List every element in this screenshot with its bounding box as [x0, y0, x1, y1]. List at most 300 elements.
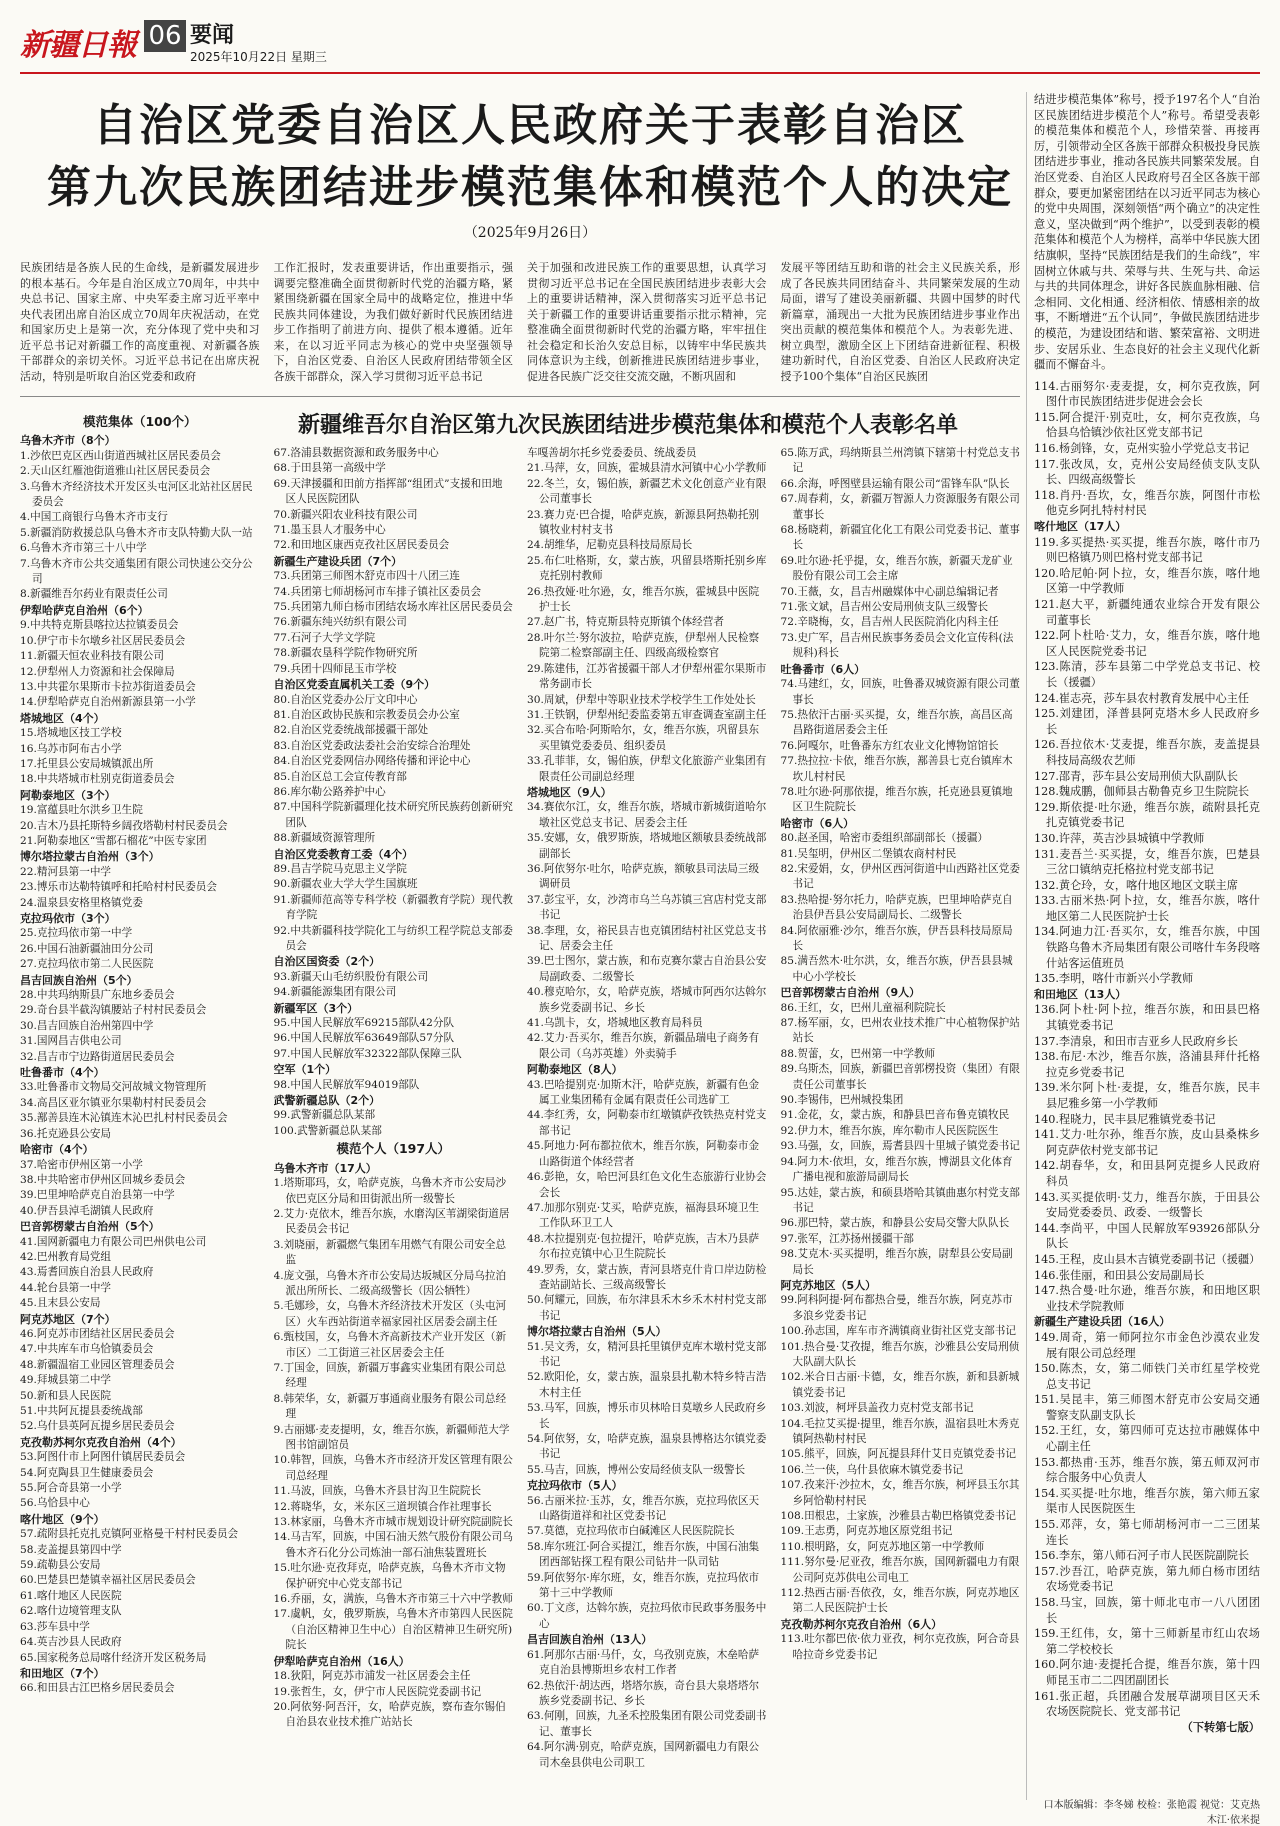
list-item: 22.精河县第一中学 [20, 865, 112, 878]
list-item: 156.李东，第八师石河子市人民医院副院长 [1034, 1549, 1250, 1563]
list-item: 90.新疆农业大学大学生国旗班 [273, 878, 418, 891]
list-item: 105.熊平，回族，阿瓦提县拜什艾日克镇党委书记 [780, 1448, 1016, 1461]
list-item: 23.赛力克·巴合提，哈萨克族，新源县阿热勒托别镇牧业村村支书 [527, 508, 760, 537]
honor-list [20, 412, 1020, 1800]
list-item: 27.赵广书，特克斯县特克斯镇个体经营者 [527, 616, 724, 629]
list-item: 3.刘晓丽，新疆燃气集团车用燃气有限公司安全总监 [273, 1238, 507, 1267]
list-item: 58.麦盖提县第四中学 [20, 1543, 122, 1556]
honor-list-column-3 [527, 412, 767, 1800]
list-item: 54.阿克陶县卫生健康委员会 [20, 1466, 154, 1479]
list-item: 94.阿力木·依坦，女，维吾尔族，博湖县文化体育广播电视和旅游局副局长 [780, 1155, 1013, 1184]
intro-column: 工作汇报时，发表重要讲话，作出重要指示，强调要完整准确全面贯彻新时代党的治疆方略，紧紧围绕新疆在国家全局中的战略定位，推进中华民族共同体建设，为我们做好新时代民族团结进步工作指明了前进方向、提供了根本遵循。近年来，在以习近平同志为核心的党中央坚强领导下，自治区党委、自治区人民政府团结带领全区各族干部群众，深入学习贯彻习近平总书记 [273, 261, 513, 383]
list-item: 53.马军，回族，博乐市贝林哈日莫墩乡人民政府乡长 [527, 1402, 767, 1430]
individual-heading: 模范个人（197人） [336, 1141, 451, 1157]
region-heading: 和田地区（7个） [20, 1666, 105, 1680]
list-item: 74.兵团第七师胡杨河市车排子镇社区委员会 [273, 585, 482, 598]
list-item: 124.崔志亮，莎车县农村教育发展中心主任 [1034, 691, 1250, 705]
list-item: 15.吐尔逊·克孜拜克，哈萨克族，乌鲁木齐市文物保护研究中心党支部书记 [273, 1562, 506, 1590]
list-item: 车嘎善胡尔托乡党委委员、统战委员 [527, 447, 697, 459]
column-entries [527, 446, 767, 1771]
list-item: 32.买合布哈·阿斯哈尔，女，维吾尔族，巩留县东买里镇党委委员、组织委员 [527, 724, 760, 752]
list-item: 34.赛依尔江，女，维吾尔族，塔城市新城街道哈尔墩社区党总支书记、居委会主任 [527, 801, 767, 829]
list-item: 71.墨玉县人才服务中心 [273, 524, 386, 537]
list-item: 21.阿勒泰地区“雪都石榴花”中医专家团 [20, 834, 207, 847]
list-item: 30.周斌，伊犁中等职业技术学校学生工作处处长 [527, 693, 756, 706]
sidebar-divider [1026, 92, 1027, 1800]
intro-column: 发展平等团结互助和谐的社会主义民族关系，形成了各民族共同团结奋斗、共同繁荣发展的生动局面，谱写了建设美丽新疆、共圆中国梦的时代新篇章，涌现出一大批为民族团结进步事业作出突出贡献的模范集体和模范个人。为表彰先进、树立典型，激励全区上下团结奋进新征程、积极建功新时代，自治区党委、自治区人民政府决定授予100个集体“自治区民族团 [780, 261, 1020, 383]
list-item: 119.多买提热·买买提，维吾尔族，喀什市乃则巴格镇乃则巴格村党支部书记 [1034, 535, 1260, 565]
list-item: 95.中国人民解放军69215部队42分队 [273, 1017, 455, 1030]
region-heading: 克拉玛依市（5人） [527, 1479, 623, 1493]
list-item: 66.余海，呼图壁县运输有限公司“雷锋车队”队长 [780, 477, 1010, 490]
region-heading: 空军（1个） [273, 1063, 337, 1077]
continued-note: （下转第七版） [1181, 1719, 1260, 1734]
list-item: 98.中国人民解放军94019部队 [273, 1078, 420, 1091]
list-item: 56.古丽米拉·玉苏，女，维吾尔族，克拉玛依区天山路街道祥和社区党委书记 [527, 1494, 760, 1523]
list-item: 32.昌吉市宁边路街道居民委员会 [20, 1050, 175, 1063]
list-item: 15.塔城地区技工学校 [20, 727, 122, 740]
list-item: 120.哈尼帕·阿卜拉，女，维吾尔族，喀什地区第一中学教师 [1034, 566, 1260, 596]
list-item: 40.穆克哈尔，女，哈萨克族，塔城市阿西尔达斡尔族乡党委副书记、乡长 [527, 986, 767, 1014]
list-item: 113.吐尔都巴依·依力亚孜，柯尔克孜族，阿合奇县哈拉奇乡党委书记 [780, 1633, 1020, 1661]
intro-divider [20, 396, 1020, 397]
list-item: 125.刘建团，泽普县阿克塔木乡人民政府乡长 [1034, 707, 1260, 736]
list-item: 55.马吉，回族，博州公安局经侦支队一级警长 [527, 1463, 746, 1476]
list-item: 89.昌吉学院马克思主义学院 [273, 862, 407, 875]
list-item: 60.丁文彦，达斡尔族，克拉玛依市民政事务服务中心 [527, 1602, 767, 1630]
list-item: 73.兵团第三师图木舒克市四十八团三连 [273, 570, 460, 583]
list-item: 49.罗秀，女，蒙古族，青河县塔克什肯口岸边防检查站副站长、三级高级警长 [527, 1263, 767, 1291]
list-item: 50.新和县人民医院 [20, 1389, 112, 1402]
list-item: 111.努尔曼·尼亚孜，维吾尔族，国网新疆电力有限公司阿克苏供电公司电工 [780, 1556, 1020, 1584]
list-item: 8.韩荣华，女，新疆万事通商业服务有限公司总经理 [273, 1392, 507, 1421]
list-item: 67.洛浦县数据资源和政务服务中心 [273, 447, 439, 459]
list-item: 108.田根忠，土家族，沙雅县古勒巴格镇党委书记 [780, 1510, 1016, 1523]
list-item: 51.吴文秀，女，精河县托里镇伊克库木墩村党支部书记 [527, 1340, 767, 1368]
list-item: 4.庞文强，乌鲁木齐市公安局达坂城区分局乌拉泊派出所所长、二级高级警长（因公牺牲） [273, 1269, 507, 1297]
region-heading: 吐鲁番市（4个） [20, 1066, 105, 1080]
list-item: 48.木拉提别克·包拉提汗，哈萨克族，吉木乃县萨尔布拉克镇中心卫生院院长 [527, 1232, 760, 1261]
list-item: 39.巴士图尔，蒙古族，和布克赛尔蒙古自治县公安局副政委、二级警长 [527, 955, 767, 983]
list-item: 57.疏附县托克扎克镇阿亚格曼干村村民委员会 [20, 1528, 239, 1541]
list-item: 46.阿克苏市团结社区居民委员会 [20, 1327, 175, 1340]
region-heading: 巴音郭楞蒙古自治州（5个） [20, 1220, 160, 1234]
region-heading: 博尔塔拉蒙古自治州（5人） [527, 1325, 667, 1339]
list-item: 159.王红伟，女，第十三师新星市红山农场第二学校校长 [1034, 1627, 1260, 1656]
list-item: 99.武警新疆总队某部 [273, 1109, 376, 1122]
headline [40, 95, 1020, 219]
list-item: 106.兰一侠，乌什县依麻木镇党委书记 [780, 1463, 963, 1476]
list-item: 39.巴里坤哈萨克自治县第一中学 [20, 1189, 175, 1202]
list-item: 135.李明，喀什市新兴小学教师 [1034, 972, 1194, 986]
list-item: 20.吉木乃县托斯特乡阔孜塔勒村村民委员会 [20, 819, 228, 832]
region-heading: 自治区国资委（2个） [273, 955, 381, 969]
list-item: 69.吐尔逊·托乎提，女，维吾尔族，新疆天龙矿业股份有限公司工会主席 [780, 554, 1013, 583]
region-heading: 塔城地区（4个） [20, 711, 105, 725]
list-item: 61.喀什地区人民医院 [20, 1589, 122, 1602]
list-item: 26.热孜娅·吐尔逊，女，维吾尔族，霍城县中医院护士长 [527, 585, 760, 614]
list-item: 30.昌吉回族自治州第四中学 [20, 1019, 154, 1032]
list-item: 144.李尚平，中国人民解放军93926部队分队长 [1034, 1221, 1260, 1251]
list-item: 154.买买提·吐尔地，维吾尔族，第六师五家渠市人民医院医生 [1034, 1486, 1260, 1516]
list-item: 52.乌什县英阿瓦提乡居民委员会 [20, 1420, 175, 1433]
list-item: 57.莫德，克拉玛依市白碱滩区人民医院院长 [527, 1525, 735, 1538]
list-item: 28.中共玛纳斯县广东地乡委员会 [20, 989, 175, 1002]
list-item: 11.新疆天恒农业科技有限公司 [20, 650, 164, 663]
list-item: 50.何耀元，回族，布尔津县禾木乡禾木村村党支部书记 [527, 1294, 767, 1322]
list-item: 77.石河子大学文学院 [273, 631, 376, 644]
list-item: 94.新疆能源集团有限公司 [273, 986, 397, 999]
list-item: 93.新疆天山毛纺织股份有限公司 [273, 970, 429, 983]
list-item: 122.阿卜杜哈·艾力，女，维吾尔族，喀什地区人民医院党委书记 [1034, 629, 1260, 658]
headline-line-1: 自治区党委自治区人民政府关于表彰自治区 [93, 100, 967, 151]
list-item: 21.马萍，女，回族，霍城县清水河镇中心小学教师 [527, 462, 767, 475]
list-item: 2.艾力·克依木，维吾尔族，水磨沟区苇湖梁街道居民委员会书记 [273, 1207, 510, 1236]
list-item: 103.刘波，柯坪县盖孜力克村党支部书记 [780, 1402, 974, 1415]
region-heading: 和田地区（13人） [1034, 987, 1127, 1001]
list-item: 72.辛晓梅，女，昌吉州人民医院消化内科主任 [780, 616, 999, 629]
list-item: 114.古丽努尔·麦麦提，女，柯尔克孜族，阿图什市民族团结进步促进会会长 [1034, 379, 1260, 409]
list-item: 41.乌凯卡，女，塔城地区教育局科员 [527, 1017, 703, 1030]
list-item: 88.贺蕾，女，巴州第一中学教师 [780, 1047, 936, 1060]
region-heading: 克孜勒苏柯尔克孜自治州（6人） [780, 1617, 943, 1631]
masthead-rule [20, 72, 1260, 74]
list-item: 90.李锡伟，巴州城投集团 [780, 1094, 904, 1107]
list-item: 4.中国工商银行乌鲁木齐市支行 [20, 511, 168, 524]
list-item: 65.陈万武，玛纳斯县兰州湾镇下辖第十村党总支书记 [780, 447, 1020, 475]
collective-heading: 模范集体（100个） [82, 414, 197, 429]
region-heading: 伊犁哈萨克自治州（16人） [273, 1654, 410, 1668]
region-heading: 伊犁哈萨克自治州（6个） [20, 603, 149, 617]
list-item: 45.阿地力·阿布都拉依木，维吾尔族，阿勒泰市金山路街道个体经营者 [527, 1140, 760, 1168]
list-item: 69.天津援疆和田前方指挥部“组团式”支援和田地区人民医院团队 [273, 477, 503, 506]
list-item: 46.彭艳，女，哈巴河县红色文化生态旅游行业协会会长 [527, 1171, 767, 1199]
list-item: 77.热拉拉·卡依，维吾尔族，鄯善县七克台镇库木坎儿村村民 [780, 755, 1013, 783]
list-item: 126.吾拉依木·艾麦提，维吾尔族，麦盖提县科技局高级农艺师 [1034, 738, 1260, 767]
list-item: 75.热依汗古丽·买买提，女，维吾尔族，高昌区高昌路街道居委会主任 [780, 708, 1013, 737]
list-item: 44.李红秀，女，阿勒泰市红墩镇萨孜铁热克村党支部书记 [527, 1109, 767, 1137]
list-item: 96.那巴特，蒙古族，和静县公安局交警大队队长 [780, 1217, 1010, 1230]
region-heading: 自治区党委直属机关工委（9个） [273, 678, 436, 692]
list-item: 86.王红，女，巴州儿童福利院院长 [780, 1001, 946, 1014]
list-item: 80.赵圣国，哈密市委组织部副部长（援疆） [780, 832, 989, 845]
list-item: 29.奇台县半截沟镇腰站子村村民委员会 [20, 1004, 207, 1017]
region-heading: 昌吉回族自治州（5个） [20, 973, 138, 987]
region-heading: 阿勒泰地区（8人） [527, 1063, 623, 1077]
list-item: 85.自治区总工会宣传教育部 [273, 770, 407, 783]
list-item: 121.赵大平，新疆纯通农业综合开发有限公司董事长 [1034, 598, 1260, 627]
list-item: 149.周奇，第一师阿拉尔市金色沙漠农业发展有限公司总经理 [1034, 1330, 1260, 1360]
list-item: 45.且末县公安局 [20, 1297, 101, 1310]
list-item: 84.自治区党委网信办网络传播和评论中心 [273, 755, 471, 768]
list-item: 145.王程，皮山县木吉镇党委副书记（援疆） [1034, 1252, 1260, 1266]
list-item: 70.王薇，女，昌吉州融媒体中心副总编辑记者 [780, 585, 999, 598]
list-item: 49.拜城县第二中学 [20, 1374, 112, 1387]
list-item: 42.艾力·吾买尔，维吾尔族，新疆品瑞电子商务有限公司（乌苏英雄）外卖骑手 [527, 1032, 760, 1060]
list-item: 20.阿依努·阿吾汗，女，哈萨克族，察布查尔锡伯自治县农业技术推广站站长 [273, 1700, 506, 1729]
list-item: 140.程晓力，民丰县尼雅镇党委书记 [1034, 1112, 1216, 1126]
list-item: 147.热合曼·吐尔逊，维吾尔族，和田地区职业技术学院教师 [1034, 1284, 1260, 1313]
list-item: 64.阿尔满·别克，哈萨克族，国网新疆电力有限公司木垒县供电公司职工 [527, 1741, 760, 1769]
list-item: 83.自治区党委政法委社会治安综合治理处 [273, 739, 471, 752]
list-item: 153.都热甫·玉苏，维吾尔族，第五师双河市综合服务中心负责人 [1034, 1455, 1260, 1485]
region-heading: 阿克苏地区（5人） [780, 1278, 877, 1292]
list-item: 117.张改凤，女，克州公安局经侦支队支队长、四级高级警长 [1034, 457, 1260, 487]
list-item: 142.胡春华，女，和田县阿克提乡人民政府科员 [1034, 1159, 1260, 1188]
list-item: 53.阿图什市上阿图什镇居民委员会 [20, 1451, 186, 1464]
list-item: 115.阿合提汗·别克吐，女，柯尔克孜族，乌恰县乌恰镇沙依社区党支部书记 [1034, 410, 1260, 440]
list-item: 109.王志勇，阿克苏地区原党组书记 [780, 1525, 953, 1538]
list-item: 137.李清泉，和田市吉亚乡人民政府乡长 [1034, 1034, 1238, 1048]
list-item: 139.米尔阿卜杜·麦提，女，维吾尔族，民丰县尼雅乡第一小学教师 [1034, 1081, 1260, 1110]
region-heading: 克孜勒苏柯尔克孜自治州（4个） [20, 1435, 182, 1449]
newspaper-logo: 新疆日報 [20, 28, 136, 63]
list-item: 65.国家税务总局喀什经济开发区税务局 [20, 1651, 207, 1664]
list-item: 47.加那尔别克·艾买，哈萨克族，福海县环境卫生工作队环卫工人 [527, 1201, 760, 1230]
list-item: 9.中共特克斯县喀拉达拉镇委员会 [20, 619, 179, 632]
list-item: 13.中共霍尔果斯市卡拉苏街道委员会 [20, 680, 196, 693]
list-item: 128.魏成鹏，伽师县古勒鲁克乡卫生院院长 [1034, 785, 1250, 799]
column-entries [274, 446, 514, 1731]
list-item: 36.托克逊县公安局 [20, 1127, 112, 1140]
list-item: 78.新疆农垦科学院作物研究所 [273, 647, 418, 660]
column-entries [20, 433, 260, 1696]
sidebar-text: 结进步模范集体”称号，授予197名个人“自治区民族团结进步模范个人”称号。希望受表彰的模范集体和模范个人，珍惜荣誉、再接再厉，引领带动全区各族干部群众积极投身民族团结进步事业，推动各民族共同繁荣发展。自治区党委、自治区人民政府号召全区各族干部群众，要更加紧密团结在以习近平同志为核心的党中央周围，深刻领悟“两个确立”的决定性意义，坚决做到“两个维护”，以受到表彰的模范集体和模范个人为榜样，高举中华民族大团结旗帜，坚持“民族团结是我们的生命线”，牢固树立休戚与共、荣辱与共、生死与共、命运与共的共同体理念，讲好各民族血脉相融、信念相同、文化相通、经济相依、情感相亲的故事，不断增进“五个认同”，争做民族团结进步的模范，为建设团结和谐、繁荣富裕、文明进步、安居乐业、生态良好的社会主义现代化新疆而不懈奋斗。 [1034, 93, 1260, 372]
list-item: 81.吴玺明，伊州区二堡镇农商村村民 [780, 847, 957, 860]
region-heading: 新疆生产建设兵团（7个） [273, 554, 403, 568]
list-item: 17.虞帆，女，俄罗斯族，乌鲁木齐市第四人民医院（自治区精神卫生中心）自治区精神卫生研究所)院长 [273, 1608, 513, 1652]
region-heading: 新疆军区（3个） [273, 1001, 359, 1015]
list-item: 37.彭宝平，女，沙湾市乌兰乌苏镇三宫店村党支部书记 [527, 893, 767, 922]
list-item: 35.安娜，女，俄罗斯族，塔城地区额敏县委统战部副部长 [527, 832, 767, 860]
list-item: 102.米合日古丽·卡德，女，维吾尔族，新和县新城镇党委书记 [780, 1371, 1020, 1399]
list-item: 92.中共新疆科技学院化工与纺织工程学院总支部委员会 [273, 924, 513, 952]
list-item: 16.乌苏市阿布古小学 [20, 742, 122, 755]
list-item: 18.中共塔城市杜别克街道委员会 [20, 773, 175, 786]
list-item: 87.中国科学院新疆理化技术研究所民族药创新研究团队 [273, 801, 513, 829]
region-heading: 博尔塔拉蒙古自治州（3个） [20, 850, 160, 864]
list-item: 40.伊吾县淖毛湖镇人民政府 [20, 1204, 154, 1217]
list-item: 36.阿依努尔·吐尔，哈萨克族，额敏县司法局三级调研员 [527, 862, 760, 891]
list-item: 24.胡维华，尼勒克县科技局原局长 [527, 539, 693, 552]
region-heading: 哈密市（4个） [20, 1143, 94, 1157]
list-item: 152.王红，女，第四师可克达拉市融媒体中心副主任 [1034, 1424, 1260, 1454]
list-item: 38.中共哈密市伊州区回城乡委员会 [20, 1173, 186, 1186]
list-item: 141.艾力·吐尔孙，维吾尔族，皮山县桑株乡阿克萨依村党支部书记 [1034, 1128, 1260, 1157]
list-item: 3.乌鲁木齐经济技术开发区头屯河区北站社区居民委员会 [20, 480, 253, 509]
list-item: 82.宋爱娟，女，伊州区西河街道中山西路社区党委书记 [780, 862, 1020, 891]
list-item: 150.陈杰，女，第二师铁门关市红星学校党总支书记 [1034, 1362, 1260, 1391]
list-item: 87.杨军丽，女，巴州农业技术推广中心植物保护站站长 [780, 1017, 1020, 1045]
list-item: 82.自治区党委统战部援疆干部处 [273, 724, 429, 737]
masthead [20, 16, 1260, 72]
list-item: 123.陈清，莎车县第二中学党总支书记、校长（援疆） [1034, 660, 1260, 689]
list-item: 81.自治区政协民族和宗教委员会办公室 [273, 708, 460, 721]
list-item: 35.鄯善县连木沁镇连木沁巴扎村村民委员会 [20, 1112, 228, 1125]
list-item: 155.邓萍，女，第七师胡杨河市一二三团某连长 [1034, 1518, 1260, 1547]
list-item: 138.布尼·木沙，维吾尔族，洛浦县拜什托格拉克乡党委书记 [1034, 1050, 1260, 1079]
list-item: 43.巴哈提别克·加斯木汗，哈萨克族，新疆有色金属工业集团稀有金属有限责任公司选矿工 [527, 1078, 760, 1107]
intro-column: 关于加强和改进民族工作的重要思想，认真学习贯彻习近平总书记在全国民族团结进步表彰大会上的重要讲话精神，深入贯彻落实习近平总书记关于新疆工作的重要讲话重要指示批示精神，完整准确全面贯彻新时代党的治疆方略，牢牢扭住社会稳定和长治久安总目标，以铸牢中华民族共同体意识为主线，创新推进民族团结进步事业，促进各民族广泛交往交流交融，不断巩固和 [527, 261, 767, 383]
list-item: 76.新疆东纯兴纺织有限公司 [273, 616, 407, 629]
list-item: 14.马吉军，回族，中国石油天然气股份有限公司乌鲁木齐石化分公司炼油一部石油焦装置班长 [273, 1531, 513, 1559]
list-item: 33.孔菲菲，女，锡伯族，伊犁文化旅游产业集团有限责任公司副总经理 [527, 755, 767, 783]
list-item: 66.和田县古江巴格乡居民委员会 [20, 1682, 175, 1695]
honor-list-column-2 [274, 412, 514, 1800]
list-item: 68.杨晓莉，新疆宜化化工有限公司党委书记、董事长 [780, 524, 1020, 552]
list-item: 26.中国石油新疆油田分公司 [20, 942, 154, 955]
region-heading: 哈密市（6人） [780, 816, 855, 830]
region-heading: 乌鲁木齐市（17人） [273, 1161, 377, 1175]
list-item: 31.王铁钢，伊犁州纪委监委第五审查调查室副主任 [527, 708, 767, 721]
right-column [1034, 92, 1260, 1800]
list-item: 98.艾克木·买买提明，维吾尔族，尉犁县公安局副局长 [780, 1248, 1013, 1276]
list-item: 70.新疆兴阳农业科技有限公司 [273, 508, 418, 521]
region-heading: 乌鲁木齐市（8个） [20, 434, 116, 448]
list-item: 129.斯依提·吐尔逊，维吾尔族，疏附县托克扎克镇党委书记 [1034, 800, 1260, 830]
headline-line-2: 第九次民族团结进步模范集体和模范个人的决定 [47, 162, 1013, 213]
list-item: 91.新疆师范高等专科学校（新疆教育学院）现代教育学院 [273, 893, 513, 922]
list-item: 131.麦吾兰·买买提，女，维吾尔族，巴楚县三岔口镇纳克托格拉村党支部书记 [1034, 847, 1260, 877]
list-item: 25.克拉玛依市第一中学 [20, 927, 133, 940]
list-item: 100.孙志国，库车市齐满镇商业街社区党支部书记 [780, 1325, 1016, 1338]
page-number: 06 [144, 20, 186, 52]
list-item: 22.冬兰，女，锡伯族，新疆艺术文化创意产业有限公司董事长 [527, 477, 767, 506]
honor-list-column-1 [20, 412, 260, 1800]
list-item: 43.焉耆回族自治县人民政府 [20, 1266, 154, 1279]
list-item: 7.丁国金，回族，新疆万事鑫实业集团有限公司总经理 [273, 1361, 507, 1390]
list-item: 132.黄仑玲，女，喀什地区地区文联主席 [1034, 878, 1238, 892]
list-item: 83.热哈提·努尔托力，哈萨克族，巴里坤哈萨克自治县伊吾县公安局副局长、二级警长 [780, 893, 1013, 922]
list-item: 2.天山区红雁池街道雅山社区居民委员会 [20, 465, 211, 478]
list-item: 107.孜来汗·沙拉木，女，维吾尔族，柯坪县玉尔其乡阿恰勒村村民 [780, 1479, 1020, 1507]
region-heading: 塔城地区（9人） [527, 785, 612, 799]
list-item: 51.中共阿瓦提县委统战部 [20, 1405, 143, 1417]
list-item: 9.古丽娜·麦麦提明，女，维吾尔族，新疆师范大学图书馆副馆员 [273, 1423, 510, 1451]
list-item: 76.阿嘎尔，吐鲁番东方红农业文化博物馆馆长 [780, 739, 999, 752]
list-item: 59.阿依努尔·库尔班，女，维吾尔族，克拉玛依市第十三中学教师 [527, 1571, 760, 1600]
region-heading: 吐鲁番市（6人） [780, 662, 866, 676]
list-item: 130.许萍，英吉沙县城镇中学教师 [1034, 831, 1205, 845]
section-title: 要闻 [190, 23, 235, 48]
list-item: 10.韩智，回族，乌鲁木齐市经济开发区管理有限公司总经理 [273, 1454, 513, 1482]
region-heading: 昌吉回族自治州（13人） [527, 1633, 653, 1647]
list-item: 67.周春莉，女，新疆万智源人力资源服务有限公司董事长 [780, 493, 1020, 521]
list-item: 42.巴州教育局党组 [20, 1250, 112, 1263]
list-item: 110.根明路，女，阿克苏地区第一中学教师 [780, 1540, 985, 1553]
list-item: 101.热合曼·艾孜提，维吾尔族，沙雅县公安局刑侦大队副大队长 [780, 1340, 1020, 1368]
list-item: 99.阿科阿提·阿布都热合曼，维吾尔族，阿克苏市多浪乡党委书记 [780, 1294, 1013, 1322]
list-item: 12.蒋晓华，女，米东区三道坝镇合作社理事长 [273, 1500, 492, 1513]
column-entries [1034, 379, 1260, 1720]
region-heading: 阿克苏地区（7个） [20, 1312, 116, 1326]
list-item: 93.马强，女，回族，焉耆县四十里城子镇党委书记 [780, 1140, 1020, 1153]
list-item: 10.伊宁市卡尔墩乡社区居民委员会 [20, 634, 186, 647]
list-item: 17.托里县公安局城镇派出所 [20, 757, 154, 770]
region-heading: 巴音郭楞蒙古自治州（9人） [780, 986, 921, 1000]
list-item: 74.马建红，女，回族，吐鲁番双城资源有限公司董事长 [780, 678, 1020, 706]
list-item: 34.高昌区亚尔镇亚尔果勒村村民委员会 [20, 1096, 207, 1109]
list-item: 100.武警新疆总队某部 [273, 1124, 382, 1137]
list-item: 8.新疆维吾尔药业有限责任公司 [20, 588, 168, 601]
list-item: 29.陈建伟，江苏省援疆干部人才伊犁州霍尔果斯市常务副市长 [527, 662, 767, 691]
list-item: 28.叶尔兰·努尔波拉，哈萨克族，伊犁州人民检察院第二检察部副主任、四级高级检察官 [527, 631, 760, 660]
list-item: 89.乌斯杰，回族，新疆巴音郭楞投资（集团）有限责任公司董事长 [780, 1063, 1020, 1091]
list-item: 62.喀什边境管理支队 [20, 1605, 122, 1618]
list-item: 104.毛拉艾买提·提里，维吾尔族，温宿县吐木秀克镇阿热勒村村民 [780, 1417, 1020, 1445]
list-item: 91.金花，女，蒙古族，和静县巴音布鲁克镇牧民 [780, 1109, 1010, 1122]
list-item: 127.邵青，莎车县公安局刑侦大队副队长 [1034, 769, 1238, 783]
list-item: 1.沙依巴克区西山街道西城社区居民委员会 [20, 449, 221, 462]
list-item: 19.张哲生，女，伊宁市人民医院党委副书记 [273, 1685, 482, 1698]
list-item: 54.阿依努，女，哈萨克族，温泉县博格达尔镇党委书记 [527, 1433, 767, 1461]
list-item: 97.中国人民解放军32322部队保障三队 [273, 1047, 462, 1060]
list-item: 48.新疆温宿工业园区管理委员会 [20, 1358, 175, 1371]
list-item: 37.哈密市伊州区第一小学 [20, 1158, 143, 1171]
list-item: 61.阿那尔古丽·马仟，女，乌孜别克族，木垒哈萨克自治县博斯坦乡农村工作者 [527, 1648, 760, 1677]
list-item: 1.塔斯耶玛，女，哈萨克族，乌鲁木齐市公安局沙依巴克区分局和田街派出所一级警长 [273, 1177, 507, 1205]
list-item: 6.甄枝国，女，乌鲁木齐高新技术产业开发区（新市区）二工街道三社区居委会主任 [273, 1331, 507, 1359]
list-item: 133.古丽米热·阿卜拉，女，维吾尔族，喀什地区第二人民医院护士长 [1034, 894, 1260, 923]
list-item: 63.莎车县中学 [20, 1620, 90, 1633]
list-item: 52.欧阳伦，女，蒙古族，温泉县扎勒木特乡特吉浩木村主任 [527, 1371, 767, 1399]
list-item: 55.阿合奇县第一小学 [20, 1482, 122, 1495]
intro-text [20, 260, 1020, 390]
list-item: 146.张佳丽，和田县公安局副局长 [1034, 1268, 1205, 1282]
region-heading: 新疆生产建设兵团（16人） [1034, 1315, 1171, 1329]
list-item: 158.马宝，回族，第十师北屯市一八八团团长 [1034, 1596, 1260, 1625]
list-item: 96.中国人民解放军63649部队57分队 [273, 1032, 455, 1045]
list-item: 6.乌鲁木齐市第三十八中学 [20, 542, 147, 555]
list-item: 58.库尔班江·阿合买提江，维吾尔族，中国石油集团西部钻探工程有限公司钻井一队司钻 [527, 1540, 760, 1569]
list-item: 27.克拉玛依市第二人民医院 [20, 958, 154, 971]
honor-list-column-4 [781, 412, 1021, 1800]
list-item: 151.吴昆丰，第三师图木舒克市公安局交通警察支队副支队长 [1034, 1393, 1260, 1422]
list-item: 5.新疆消防救援总队乌鲁木齐市支队特勤大队一站 [20, 526, 253, 539]
list-item: 64.英吉沙县人民政府 [20, 1636, 122, 1649]
issue-date: 2025年10月22日 星期三 [190, 50, 327, 64]
list-item: 33.吐鲁番市文物局交河故城文物管理所 [20, 1081, 207, 1094]
list-item: 116.杨剑锋，女，克州实验小学党总支书记 [1034, 442, 1250, 456]
region-heading: 武警新疆总队（2个） [273, 1094, 381, 1108]
honor-list-title: 新疆维吾尔自治区第九次民族团结进步模范集体和模范个人表彰名单 [297, 413, 958, 438]
list-item: 143.买买提依明·艾力，维吾尔族，于田县公安局党委委员、政委、一级警长 [1034, 1190, 1260, 1220]
region-heading: 克拉玛依市（3个） [20, 912, 116, 925]
decision-date: （2025年9月26日） [463, 225, 597, 241]
list-item: 56.乌恰县中心 [20, 1497, 90, 1510]
region-heading: 喀什地区（17人） [1034, 520, 1127, 534]
list-item: 44.轮台县第一中学 [20, 1281, 112, 1294]
list-item: 88.新疆域资源管理所 [273, 832, 376, 845]
list-item: 85.满吾然木·吐尔洪，女，维吾尔族，伊吾县县城中心小学校长 [780, 955, 1013, 983]
list-item: 31.国网昌吉供电公司 [20, 1035, 122, 1048]
list-item: 68.于田县第一高级中学 [273, 462, 386, 475]
list-item: 41.国网新疆电力有限公司巴州供电公司 [20, 1235, 207, 1248]
list-item: 160.阿尔迪·麦提托合提，维吾尔族，第十四师昆玉市二二四团副团长 [1034, 1658, 1260, 1687]
list-item: 79.兵团十四师昆玉市学校 [273, 662, 397, 675]
list-item: 11.马波，回族，乌鲁木齐县甘沟卫生院院长 [273, 1485, 482, 1498]
list-item: 136.阿卜杜·阿卜拉，维吾尔族，和田县巴格其镇党委书记 [1034, 1003, 1260, 1033]
list-item: 62.热依汗·胡达西，塔塔尔族，奇台县大泉塔塔尔族乡党委副书记、乡长 [527, 1679, 760, 1707]
list-item: 73.史广军，昌吉州民族事务委员会文化宣传科(法规科)科长 [780, 631, 1014, 660]
list-item: 75.兵团第九师白杨市团结农场水库社区居民委员会 [273, 601, 513, 614]
list-item: 13.林家丽，乌鲁木齐市城市规划设计研究院副院长 [273, 1516, 513, 1529]
list-item: 80.自治区党委办公厅文印中心 [273, 693, 418, 706]
list-item: 157.沙吾江，哈萨克族，第九师白杨市团结农场党委书记 [1034, 1564, 1260, 1594]
list-item: 47.中共库车市乌恰镇委员会 [20, 1343, 154, 1356]
list-item: 19.富蕴县吐尔洪乡卫生院 [20, 804, 143, 817]
list-item: 72.和田地区康西克孜社区居民委员会 [273, 539, 450, 552]
